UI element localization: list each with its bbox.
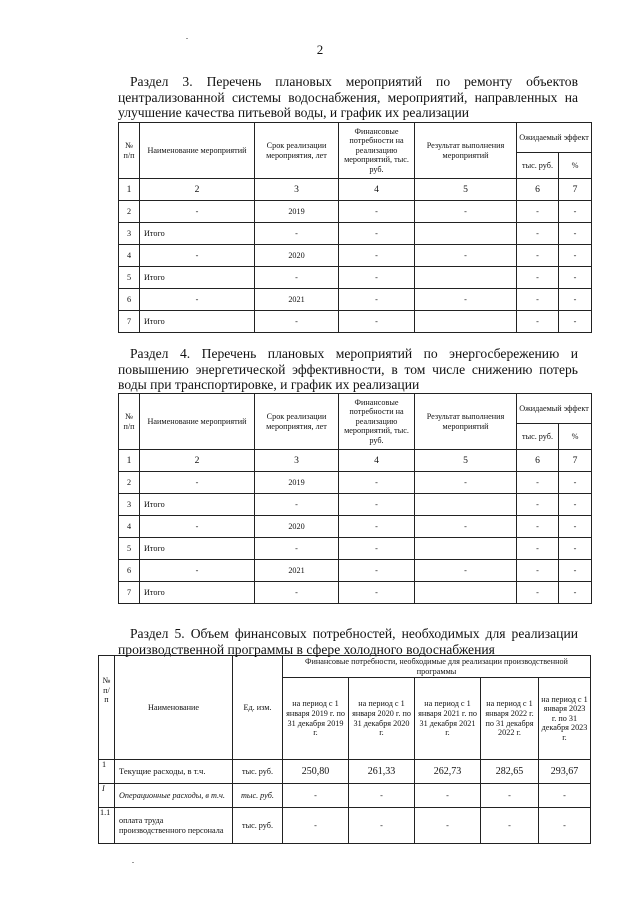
row-result <box>415 311 517 333</box>
row-effect-rub: - <box>517 289 559 311</box>
row-effect-rub: - <box>517 538 559 560</box>
row-name: оплата труда производственного персонала <box>115 808 233 844</box>
row-value: - <box>415 784 481 808</box>
row-num: 6 <box>119 289 140 311</box>
header-period: на период с 1 января 2023 г. по 31 декабря 2023 г. <box>539 678 591 760</box>
header-term: Срок реализации мероприятия, лет <box>255 123 339 179</box>
col-number: 7 <box>559 450 592 472</box>
table-row <box>119 516 592 538</box>
header-result: Результат выполнения мероприятий <box>415 123 517 179</box>
row-finance: - <box>339 516 415 538</box>
table-row <box>119 582 592 604</box>
header-period: на период с 1 января 2021 г. по 31 декабря 2021 г. <box>415 678 481 760</box>
row-effect-pct: - <box>559 494 592 516</box>
section4-table <box>118 393 592 604</box>
row-term: - <box>255 311 339 333</box>
row-effect-pct: - <box>559 245 592 267</box>
col-number: 3 <box>255 179 339 201</box>
row-name: - <box>140 201 255 223</box>
section3-table <box>118 122 592 333</box>
row-unit: тыс. руб. <box>233 760 283 784</box>
row-result: - <box>415 245 517 267</box>
header-finance-group: Финансовые потребности, необходимые для реализации производственной программы <box>283 656 591 678</box>
row-effect-pct: - <box>559 472 592 494</box>
row-effect-pct: - <box>559 289 592 311</box>
row-finance: - <box>339 267 415 289</box>
row-num: 4 <box>119 245 140 267</box>
header-effect-rub: тыс. руб. <box>517 424 559 450</box>
col-number: 6 <box>517 179 559 201</box>
table-row <box>119 223 592 245</box>
row-name: - <box>140 289 255 311</box>
row-term: 2021 <box>255 560 339 582</box>
row-num: 2 <box>119 472 140 494</box>
row-value: - <box>481 784 539 808</box>
row-effect-rub: - <box>517 560 559 582</box>
header-num: № п/п <box>119 394 140 450</box>
row-term: 2019 <box>255 201 339 223</box>
page-number: 2 <box>316 42 324 57</box>
row-effect-rub: - <box>517 494 559 516</box>
row-num: 3 <box>119 494 140 516</box>
row-term: 2021 <box>255 289 339 311</box>
table-row <box>119 494 592 516</box>
header-term: Срок реализации мероприятия, лет <box>255 394 339 450</box>
row-name: - <box>140 560 255 582</box>
header-num: № п/п <box>119 123 140 179</box>
row-result <box>415 267 517 289</box>
table-row <box>119 560 592 582</box>
row-num: 1 <box>99 760 115 784</box>
row-result <box>415 223 517 245</box>
table-row <box>119 267 592 289</box>
row-value: - <box>415 808 481 844</box>
header-period: на период с 1 января 2022 г. по 31 декабря 2022 г. <box>481 678 539 760</box>
row-finance: - <box>339 289 415 311</box>
row-value: - <box>283 808 349 844</box>
header-name: Наименование <box>115 656 233 760</box>
section4-title-text: Раздел 4. Перечень плановых мероприятий по энергосбережению и повышению энергетической эффективности, в том числе снижению потерь воды при транспортировке, и график их реализации <box>118 346 578 392</box>
col-number: 2 <box>140 179 255 201</box>
row-finance: - <box>339 472 415 494</box>
row-effect-pct: - <box>559 267 592 289</box>
header-period: на период с 1 января 2019 г. по 31 декабря 2019 г. <box>283 678 349 760</box>
row-num: I <box>99 784 115 808</box>
table-row <box>99 760 591 784</box>
col-number: 4 <box>339 179 415 201</box>
row-result: - <box>415 201 517 223</box>
header-effect-pct: % <box>559 424 592 450</box>
row-value: - <box>283 784 349 808</box>
row-term: 2019 <box>255 472 339 494</box>
header-effect: Ожидаемый эффект <box>517 394 592 424</box>
row-effect-rub: - <box>517 311 559 333</box>
row-result: - <box>415 560 517 582</box>
row-value: - <box>349 808 415 844</box>
row-num: 7 <box>119 311 140 333</box>
header-num: № п/п <box>99 656 115 760</box>
header-effect-rub: тыс. руб. <box>517 153 559 179</box>
row-effect-rub: - <box>517 223 559 245</box>
row-term: 2020 <box>255 245 339 267</box>
row-term: - <box>255 494 339 516</box>
row-num: 2 <box>119 201 140 223</box>
row-result: - <box>415 289 517 311</box>
table-row <box>99 808 591 844</box>
row-name: - <box>140 245 255 267</box>
col-number: 1 <box>119 179 140 201</box>
row-effect-pct: - <box>559 223 592 245</box>
row-effect-rub: - <box>517 472 559 494</box>
row-name: Операционные расходы, в т.ч. <box>115 784 233 808</box>
col-number: 7 <box>559 179 592 201</box>
table-row <box>119 289 592 311</box>
row-name: - <box>140 516 255 538</box>
row-effect-pct: - <box>559 516 592 538</box>
row-result: - <box>415 472 517 494</box>
row-finance: - <box>339 538 415 560</box>
row-name: Текущие расходы, в т.ч. <box>115 760 233 784</box>
table-row <box>119 201 592 223</box>
table-row <box>119 472 592 494</box>
row-effect-pct: - <box>559 311 592 333</box>
col-number: 6 <box>517 450 559 472</box>
row-result <box>415 494 517 516</box>
row-effect-pct: - <box>559 538 592 560</box>
col-number: 5 <box>415 179 517 201</box>
row-name: Итого <box>140 494 255 516</box>
header-result: Результат выполнения мероприятий <box>415 394 517 450</box>
row-unit: тыс. руб. <box>233 784 283 808</box>
section5-title-text: Раздел 5. Объем финансовых потребностей, необходимых для реализации производственной программы в сфере холодного водоснабжения <box>118 626 578 657</box>
row-name: Итого <box>140 538 255 560</box>
row-value: - <box>349 784 415 808</box>
scan-speck <box>186 38 188 39</box>
row-name: Итого <box>140 223 255 245</box>
table-row <box>119 245 592 267</box>
row-effect-rub: - <box>517 245 559 267</box>
row-num: 4 <box>119 516 140 538</box>
row-term: - <box>255 223 339 245</box>
row-result: - <box>415 516 517 538</box>
row-result <box>415 582 517 604</box>
col-number: 4 <box>339 450 415 472</box>
header-name: Наименование мероприятий <box>140 394 255 450</box>
row-num: 7 <box>119 582 140 604</box>
row-effect-rub: - <box>517 516 559 538</box>
header-finance: Финансовые потребности на реализацию мероприятий, тыс. руб. <box>339 123 415 179</box>
scan-speck <box>132 862 134 863</box>
row-effect-rub: - <box>517 582 559 604</box>
row-term: - <box>255 267 339 289</box>
section5-table <box>98 655 591 844</box>
row-value: 250,80 <box>283 760 349 784</box>
row-value: 282,65 <box>481 760 539 784</box>
row-finance: - <box>339 582 415 604</box>
row-term: 2020 <box>255 516 339 538</box>
row-num: 6 <box>119 560 140 582</box>
row-value: 293,67 <box>539 760 591 784</box>
header-unit: Ед. изм. <box>233 656 283 760</box>
section3-title-text: Раздел 3. Перечень плановых мероприятий по ремонту объектов централизованной системы водоснабжения, мероприятий, направленных на улучшение качества питьевой воды, и график их реализации <box>118 74 578 120</box>
row-num: 5 <box>119 538 140 560</box>
section5-title <box>118 626 578 657</box>
row-value: - <box>481 808 539 844</box>
col-number: 3 <box>255 450 339 472</box>
row-effect-rub: - <box>517 267 559 289</box>
row-num: 3 <box>119 223 140 245</box>
row-finance: - <box>339 311 415 333</box>
row-name: Итого <box>140 582 255 604</box>
section3-title <box>118 74 578 121</box>
row-effect-pct: - <box>559 560 592 582</box>
row-num: 5 <box>119 267 140 289</box>
row-name: - <box>140 472 255 494</box>
row-finance: - <box>339 223 415 245</box>
row-finance: - <box>339 245 415 267</box>
row-num: 1.1 <box>99 808 115 844</box>
table-row <box>99 784 591 808</box>
row-finance: - <box>339 201 415 223</box>
row-finance: - <box>339 494 415 516</box>
row-name: Итого <box>140 267 255 289</box>
table-row <box>119 538 592 560</box>
row-effect-rub: - <box>517 201 559 223</box>
header-period: на период с 1 января 2020 г. по 31 декабря 2020 г. <box>349 678 415 760</box>
header-effect: Ожидаемый эффект <box>517 123 592 153</box>
row-name: Итого <box>140 311 255 333</box>
header-name: Наименование мероприятий <box>140 123 255 179</box>
row-term: - <box>255 582 339 604</box>
row-finance: - <box>339 560 415 582</box>
row-value: 262,73 <box>415 760 481 784</box>
row-effect-pct: - <box>559 201 592 223</box>
row-value: - <box>539 784 591 808</box>
row-value: - <box>539 808 591 844</box>
row-value: 261,33 <box>349 760 415 784</box>
section4-title <box>118 346 578 393</box>
col-number: 2 <box>140 450 255 472</box>
row-result <box>415 538 517 560</box>
row-term: - <box>255 538 339 560</box>
col-number: 1 <box>119 450 140 472</box>
row-effect-pct: - <box>559 582 592 604</box>
row-unit: тыс. руб. <box>233 808 283 844</box>
table-row <box>119 311 592 333</box>
col-number: 5 <box>415 450 517 472</box>
header-effect-pct: % <box>559 153 592 179</box>
header-finance: Финансовые потребности на реализацию мероприятий, тыс. руб. <box>339 394 415 450</box>
